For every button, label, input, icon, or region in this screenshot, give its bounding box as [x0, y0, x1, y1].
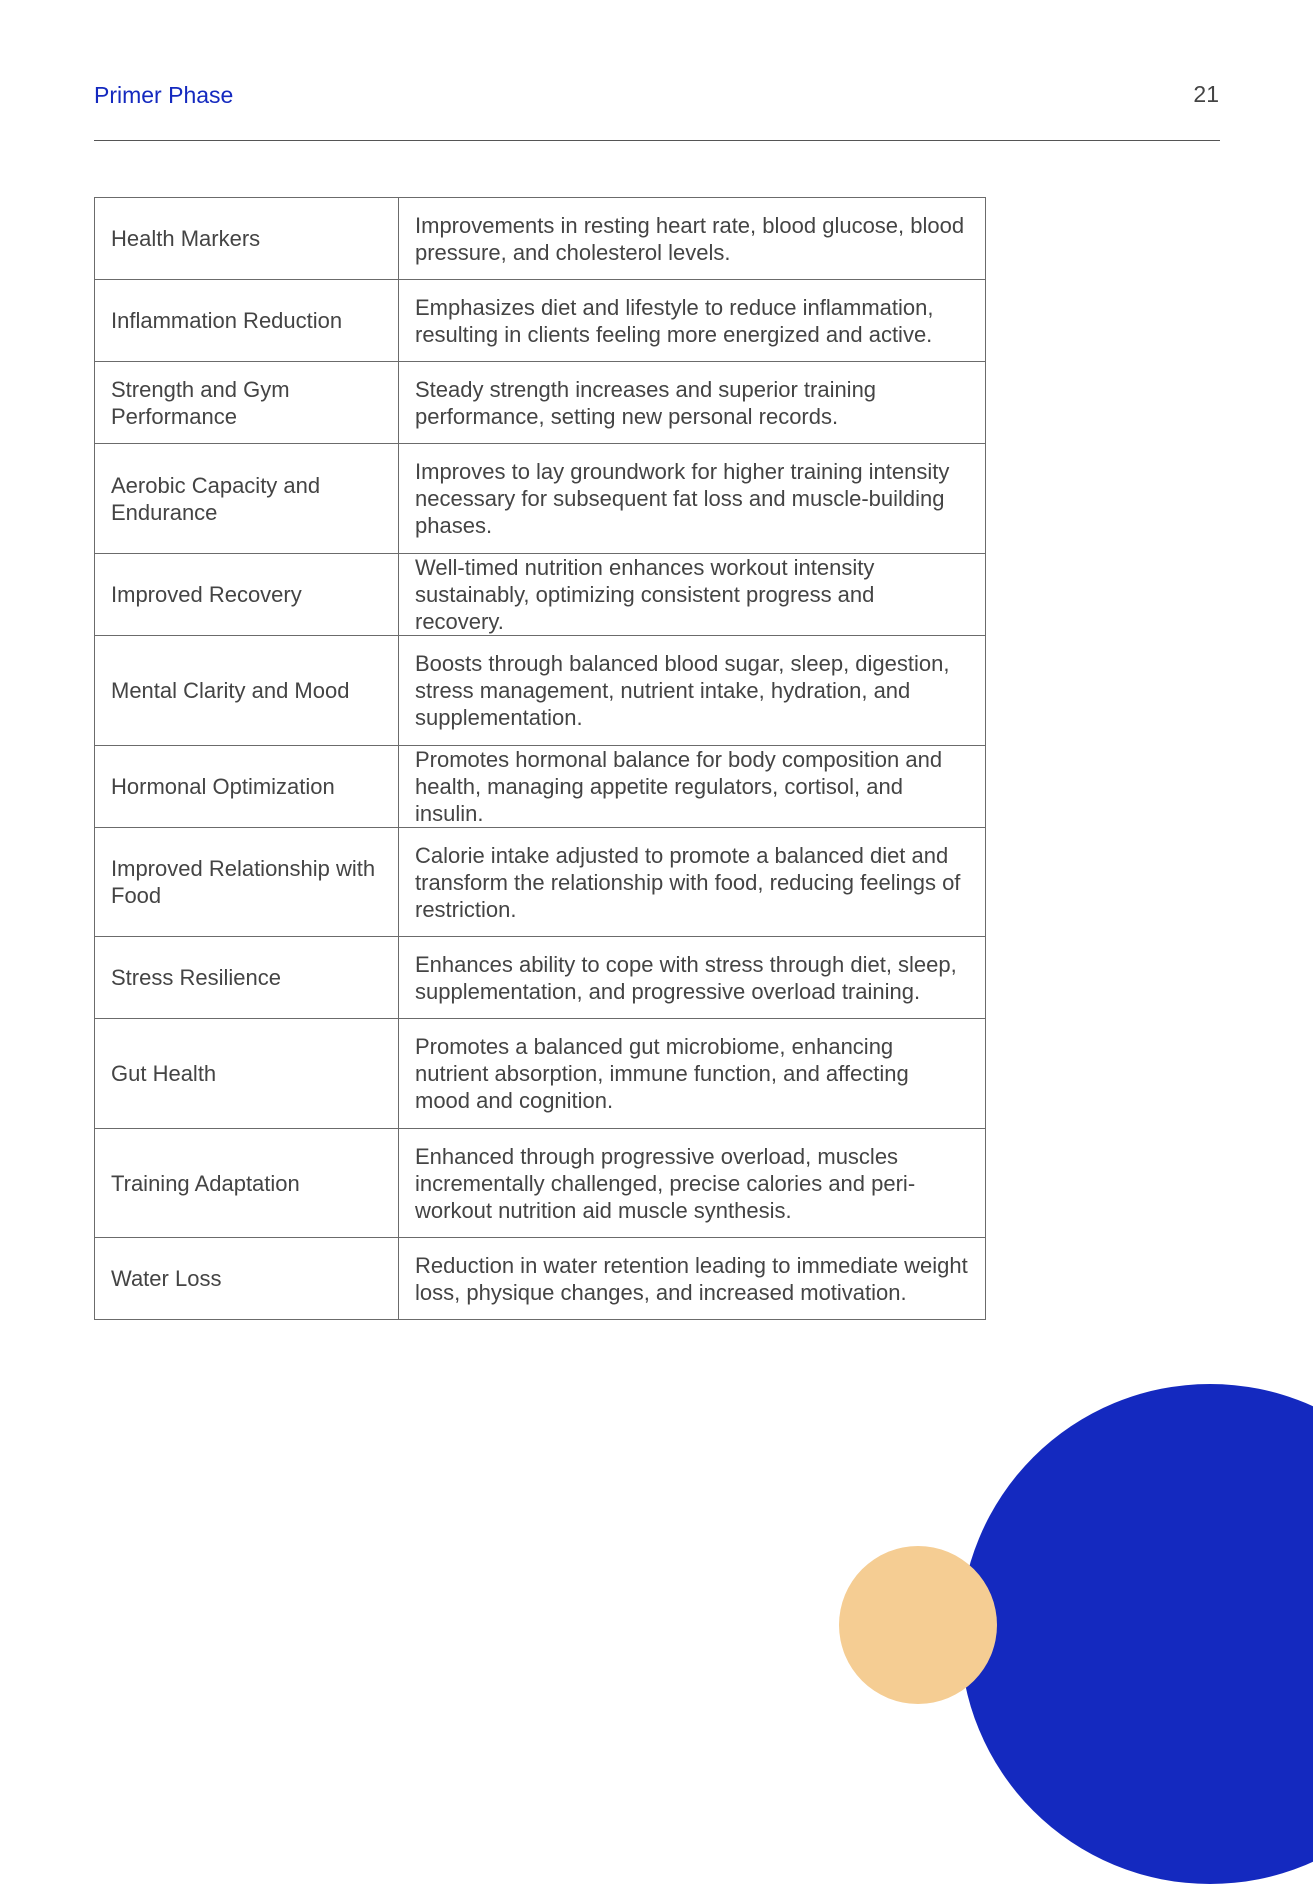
row-description: Reduction in water retention leading to immediate weight loss, physique changes, and increased motivation.	[399, 1238, 986, 1320]
row-label: Stress Resilience	[95, 937, 399, 1019]
benefits-table	[94, 197, 986, 1320]
table-row	[95, 636, 986, 746]
row-label: Strength and Gym Performance	[95, 362, 399, 444]
row-label: Aerobic Capacity and Endurance	[95, 444, 399, 554]
row-description: Enhances ability to cope with stress through diet, sleep, supplementation, and progressive overload training.	[399, 937, 986, 1019]
page-number: 21	[1193, 81, 1219, 107]
row-label: Inflammation Reduction	[95, 280, 399, 362]
decorative-peach-circle	[839, 1546, 997, 1704]
row-label: Health Markers	[95, 198, 399, 280]
row-label: Training Adaptation	[95, 1129, 399, 1238]
row-description: Well-timed nutrition enhances workout intensity sustainably, optimizing consistent progress and recovery.	[399, 554, 986, 636]
row-description: Steady strength increases and superior training performance, setting new personal records.	[399, 362, 986, 444]
row-label: Gut Health	[95, 1019, 399, 1129]
row-description: Improves to lay groundwork for higher training intensity necessary for subsequent fat loss and muscle-building phases.	[399, 444, 986, 554]
header-divider	[94, 140, 1220, 141]
table-row	[95, 828, 986, 937]
row-description: Promotes hormonal balance for body composition and health, managing appetite regulators, cortisol, and insulin.	[399, 746, 986, 828]
row-description: Promotes a balanced gut microbiome, enhancing nutrient absorption, immune function, and affecting mood and cognition.	[399, 1019, 986, 1129]
row-description: Improvements in resting heart rate, blood glucose, blood pressure, and cholesterol levels.	[399, 198, 986, 280]
table-row	[95, 362, 986, 444]
table-row	[95, 937, 986, 1019]
row-label: Improved Relationship with Food	[95, 828, 399, 937]
table-row	[95, 746, 986, 828]
row-description: Emphasizes diet and lifestyle to reduce inflammation, resulting in clients feeling more energized and active.	[399, 280, 986, 362]
row-description: Enhanced through progressive overload, muscles incrementally challenged, precise calories and peri-workout nutrition aid muscle synthesis.	[399, 1129, 986, 1238]
row-label: Hormonal Optimization	[95, 746, 399, 828]
table-row	[95, 280, 986, 362]
row-label: Improved Recovery	[95, 554, 399, 636]
table-row	[95, 1238, 986, 1320]
page-header-title: Primer Phase	[94, 82, 234, 108]
row-label: Mental Clarity and Mood	[95, 636, 399, 746]
table-row	[95, 1019, 986, 1129]
decorative-blue-circle	[960, 1384, 1313, 1884]
table-row	[95, 198, 986, 280]
table-row	[95, 554, 986, 636]
row-label: Water Loss	[95, 1238, 399, 1320]
table-row	[95, 444, 986, 554]
row-description: Calorie intake adjusted to promote a balanced diet and transform the relationship with food, reducing feelings of restriction.	[399, 828, 986, 937]
row-description: Boosts through balanced blood sugar, sleep, digestion, stress management, nutrient intake, hydration, and supplementation.	[399, 636, 986, 746]
table-row	[95, 1129, 986, 1238]
